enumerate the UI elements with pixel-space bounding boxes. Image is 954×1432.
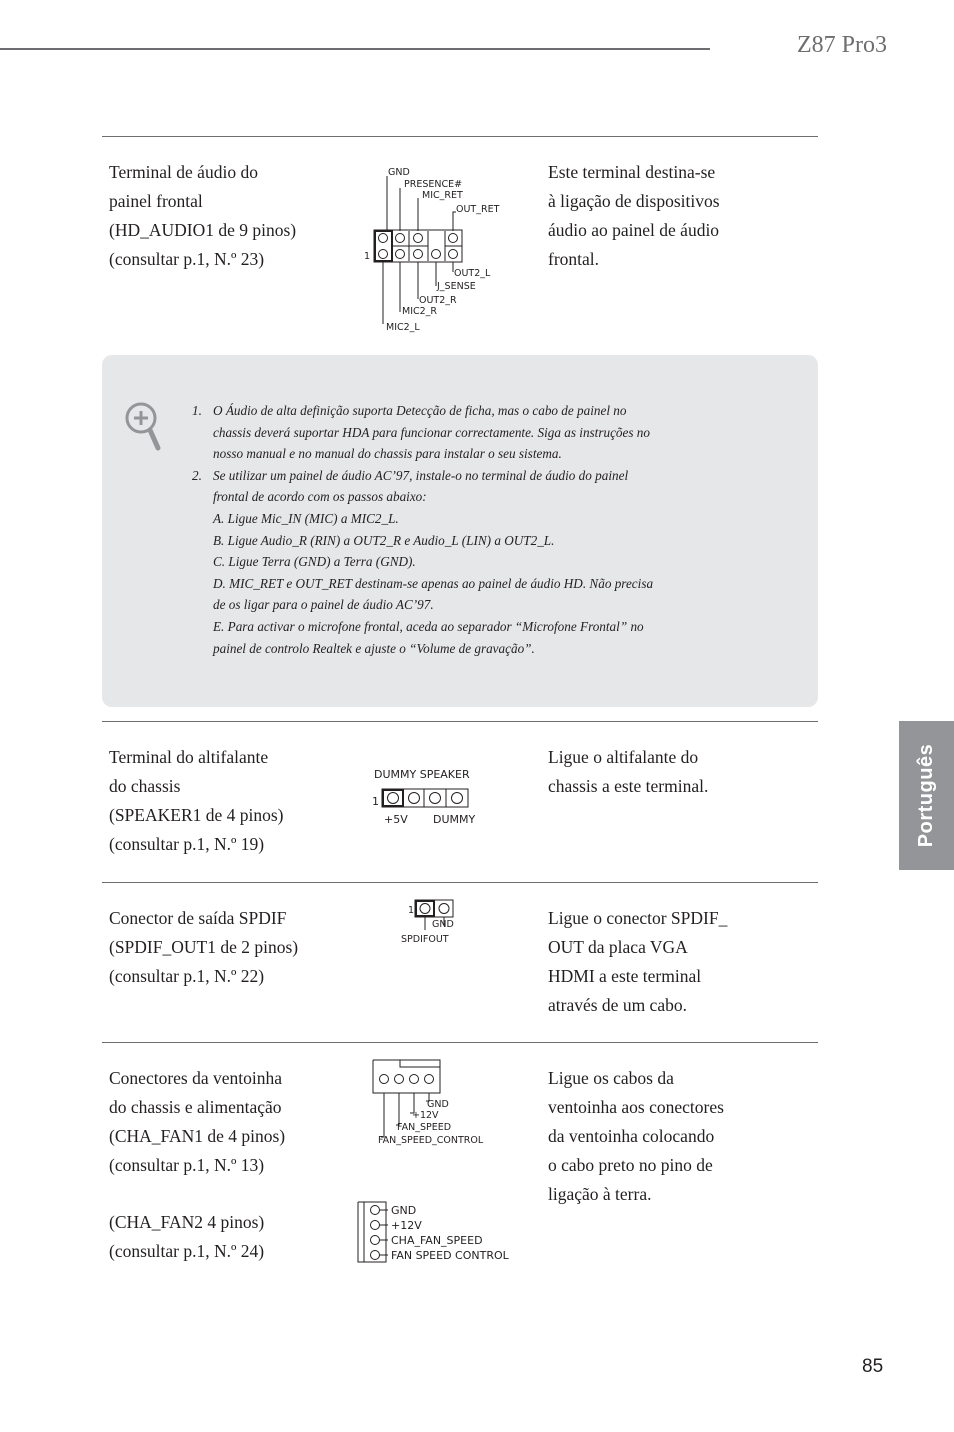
text-line: (SPDIF_OUT1 de 2 pinos): [109, 937, 299, 957]
hd-audio-title: [109, 158, 296, 274]
note-text: B. Ligue Audio_R (RIN) a OUT2_R e Audio_L (LIN) a OUT2_L.: [213, 532, 555, 548]
note-number: 1.: [192, 403, 202, 418]
presence-label: PRESENCE#: [404, 179, 463, 190]
note-text: A. Ligue Mic_IN (MIC) a MIC2_L.: [213, 510, 399, 526]
note-text: O Áudio de alta definição suporta Detecção de ficha, mas o cabo de painel no: [213, 403, 627, 418]
spdif-title: [109, 904, 298, 991]
speaker-top-label: DUMMY SPEAKER: [374, 768, 470, 781]
text-line: HDMI a este terminal: [548, 966, 702, 986]
out2-r-label: OUT2_R: [419, 295, 457, 306]
text-line: (CHA_FAN2 4 pinos): [109, 1212, 265, 1232]
text-line: do chassis e alimentação: [109, 1097, 282, 1117]
text-line: (consultar p.1, N.º 23): [109, 249, 265, 269]
out2-l-label: OUT2_L: [454, 268, 491, 279]
page-title: Z87 Pro3: [797, 32, 887, 58]
text-line: Conector de saída SPDIF: [109, 908, 287, 928]
fan-title: [109, 1064, 285, 1180]
out-ret-label: OUT_RET: [456, 204, 500, 215]
magnifier-icon: [124, 401, 164, 453]
cha-fan1-header-diagram: [370, 1057, 498, 1149]
fan-description: [548, 1064, 724, 1209]
cha-fan2-header-diagram: [354, 1198, 524, 1266]
j-sense-label: J_SENSE: [437, 281, 476, 292]
note-text: Se utilizar um painel de áudio AC’97, instale-o no terminal de áudio do painel: [213, 467, 629, 483]
text-line: OUT da placa VGA: [548, 937, 688, 957]
fan2-title: [109, 1208, 264, 1266]
header-rule: [0, 48, 710, 50]
text-line: ligação à terra.: [548, 1184, 652, 1204]
fan2-speed-label: CHA_FAN_SPEED: [391, 1234, 483, 1247]
note-text: painel de controlo Realtek e ajuste o “Volume de gravação”.: [213, 640, 535, 656]
fan1-12v-label: +12V: [412, 1110, 439, 1121]
note-text: de os ligar para o painel de áudio AC’97.: [213, 597, 434, 613]
mic-ret-label: MIC_RET: [422, 190, 463, 201]
text-line: Ligue o altifalante do: [548, 747, 699, 767]
page-number: 85: [862, 1356, 884, 1377]
fan1-control-label: FAN_SPEED_CONTROL: [378, 1135, 484, 1146]
fan1-speed-label: FAN_SPEED: [397, 1122, 452, 1133]
text-line: Ligue o conector SPDIF_: [548, 908, 728, 928]
text-line: (consultar p.1, N.º 13): [109, 1155, 265, 1175]
spdif-description: [548, 904, 727, 1020]
note-text: D. MIC_RET e OUT_RET destinam-se apenas ao painel de áudio HD. Não precisa: [213, 575, 654, 591]
text-line: (CHA_FAN1 de 4 pinos): [109, 1126, 286, 1146]
pin-1-label: 1: [408, 905, 415, 916]
text-line: Terminal do altifalante: [109, 747, 269, 767]
text-line: chassis a este terminal.: [548, 776, 709, 796]
speaker-title: [109, 743, 284, 859]
note-text: C. Ligue Terra (GND) a Terra (GND).: [213, 554, 416, 570]
note-text: chassis deverá suportar HDA para funcionar correctamente. Siga as instruções no: [213, 424, 650, 440]
text-line: frontal.: [548, 249, 600, 269]
text-line: áudio ao painel de áudio: [548, 220, 720, 240]
speaker-dummy-label: DUMMY: [433, 813, 476, 826]
text-line: (consultar p.1, N.º 19): [109, 834, 265, 854]
section-divider: [102, 1042, 818, 1043]
section-divider: [102, 882, 818, 883]
spdif-gnd-label: GND: [432, 919, 454, 930]
language-tab: [899, 721, 954, 870]
speaker-5v-label: +5V: [384, 813, 408, 826]
text-line: ventoinha aos conectores: [548, 1097, 724, 1117]
text-line: (consultar p.1, N.º 24): [109, 1241, 265, 1261]
spdif-name-label: SPDIFOUT: [401, 934, 449, 945]
note-number: 2.: [192, 467, 202, 483]
hd-audio-description: [548, 158, 720, 274]
text-line: o cabo preto no pino de: [548, 1155, 713, 1175]
note-box: [102, 355, 818, 707]
fan2-control-label: FAN SPEED CONTROL: [391, 1249, 509, 1262]
text-line: à ligação de dispositivos: [548, 191, 720, 211]
text-line: (HD_AUDIO1 de 9 pinos): [109, 220, 297, 240]
note-text: nosso manual e no manual do chassis para instalar o seu sistema.: [213, 446, 562, 462]
fan2-gnd-label: GND: [391, 1204, 417, 1217]
text-line: da ventoinha colocando: [548, 1126, 715, 1146]
speaker-description: [548, 743, 708, 801]
section-divider: [102, 721, 818, 722]
note-list: [192, 400, 752, 659]
text-line: através de um cabo.: [548, 995, 687, 1015]
note-item: [192, 400, 752, 422]
text-line: (SPEAKER1 de 4 pinos): [109, 805, 284, 825]
section-divider: [102, 136, 818, 137]
note-text: E. Para activar o microfone frontal, aceda ao separador “Microfone Frontal” no: [213, 618, 644, 634]
gnd-label: GND: [388, 167, 410, 178]
text-line: Conectores da ventoinha: [109, 1068, 283, 1088]
spdif-header-diagram: [398, 896, 468, 948]
text-line: Terminal de áudio do: [109, 162, 258, 182]
fan2-12v-label: +12V: [391, 1219, 422, 1232]
text-line: Ligue os cabos da: [548, 1068, 674, 1088]
speaker-header-diagram: [368, 765, 493, 829]
note-text: frontal de acordo com os passos abaixo:: [213, 489, 427, 505]
hd-audio-header-diagram: [362, 162, 512, 337]
mic2-r-label: MIC2_R: [402, 306, 438, 317]
note-item: [192, 465, 752, 487]
pin-1-label: 1: [372, 795, 379, 808]
language-tab-label: Português: [915, 743, 937, 848]
text-line: (consultar p.1, N.º 22): [109, 966, 265, 986]
pin-1-label: 1: [364, 251, 371, 262]
text-line: do chassis: [109, 776, 181, 796]
fan1-gnd-label: GND: [427, 1099, 449, 1110]
text-line: Este terminal destina-se: [548, 162, 716, 182]
text-line: painel frontal: [109, 191, 203, 211]
mic2-l-label: MIC2_L: [386, 322, 420, 333]
